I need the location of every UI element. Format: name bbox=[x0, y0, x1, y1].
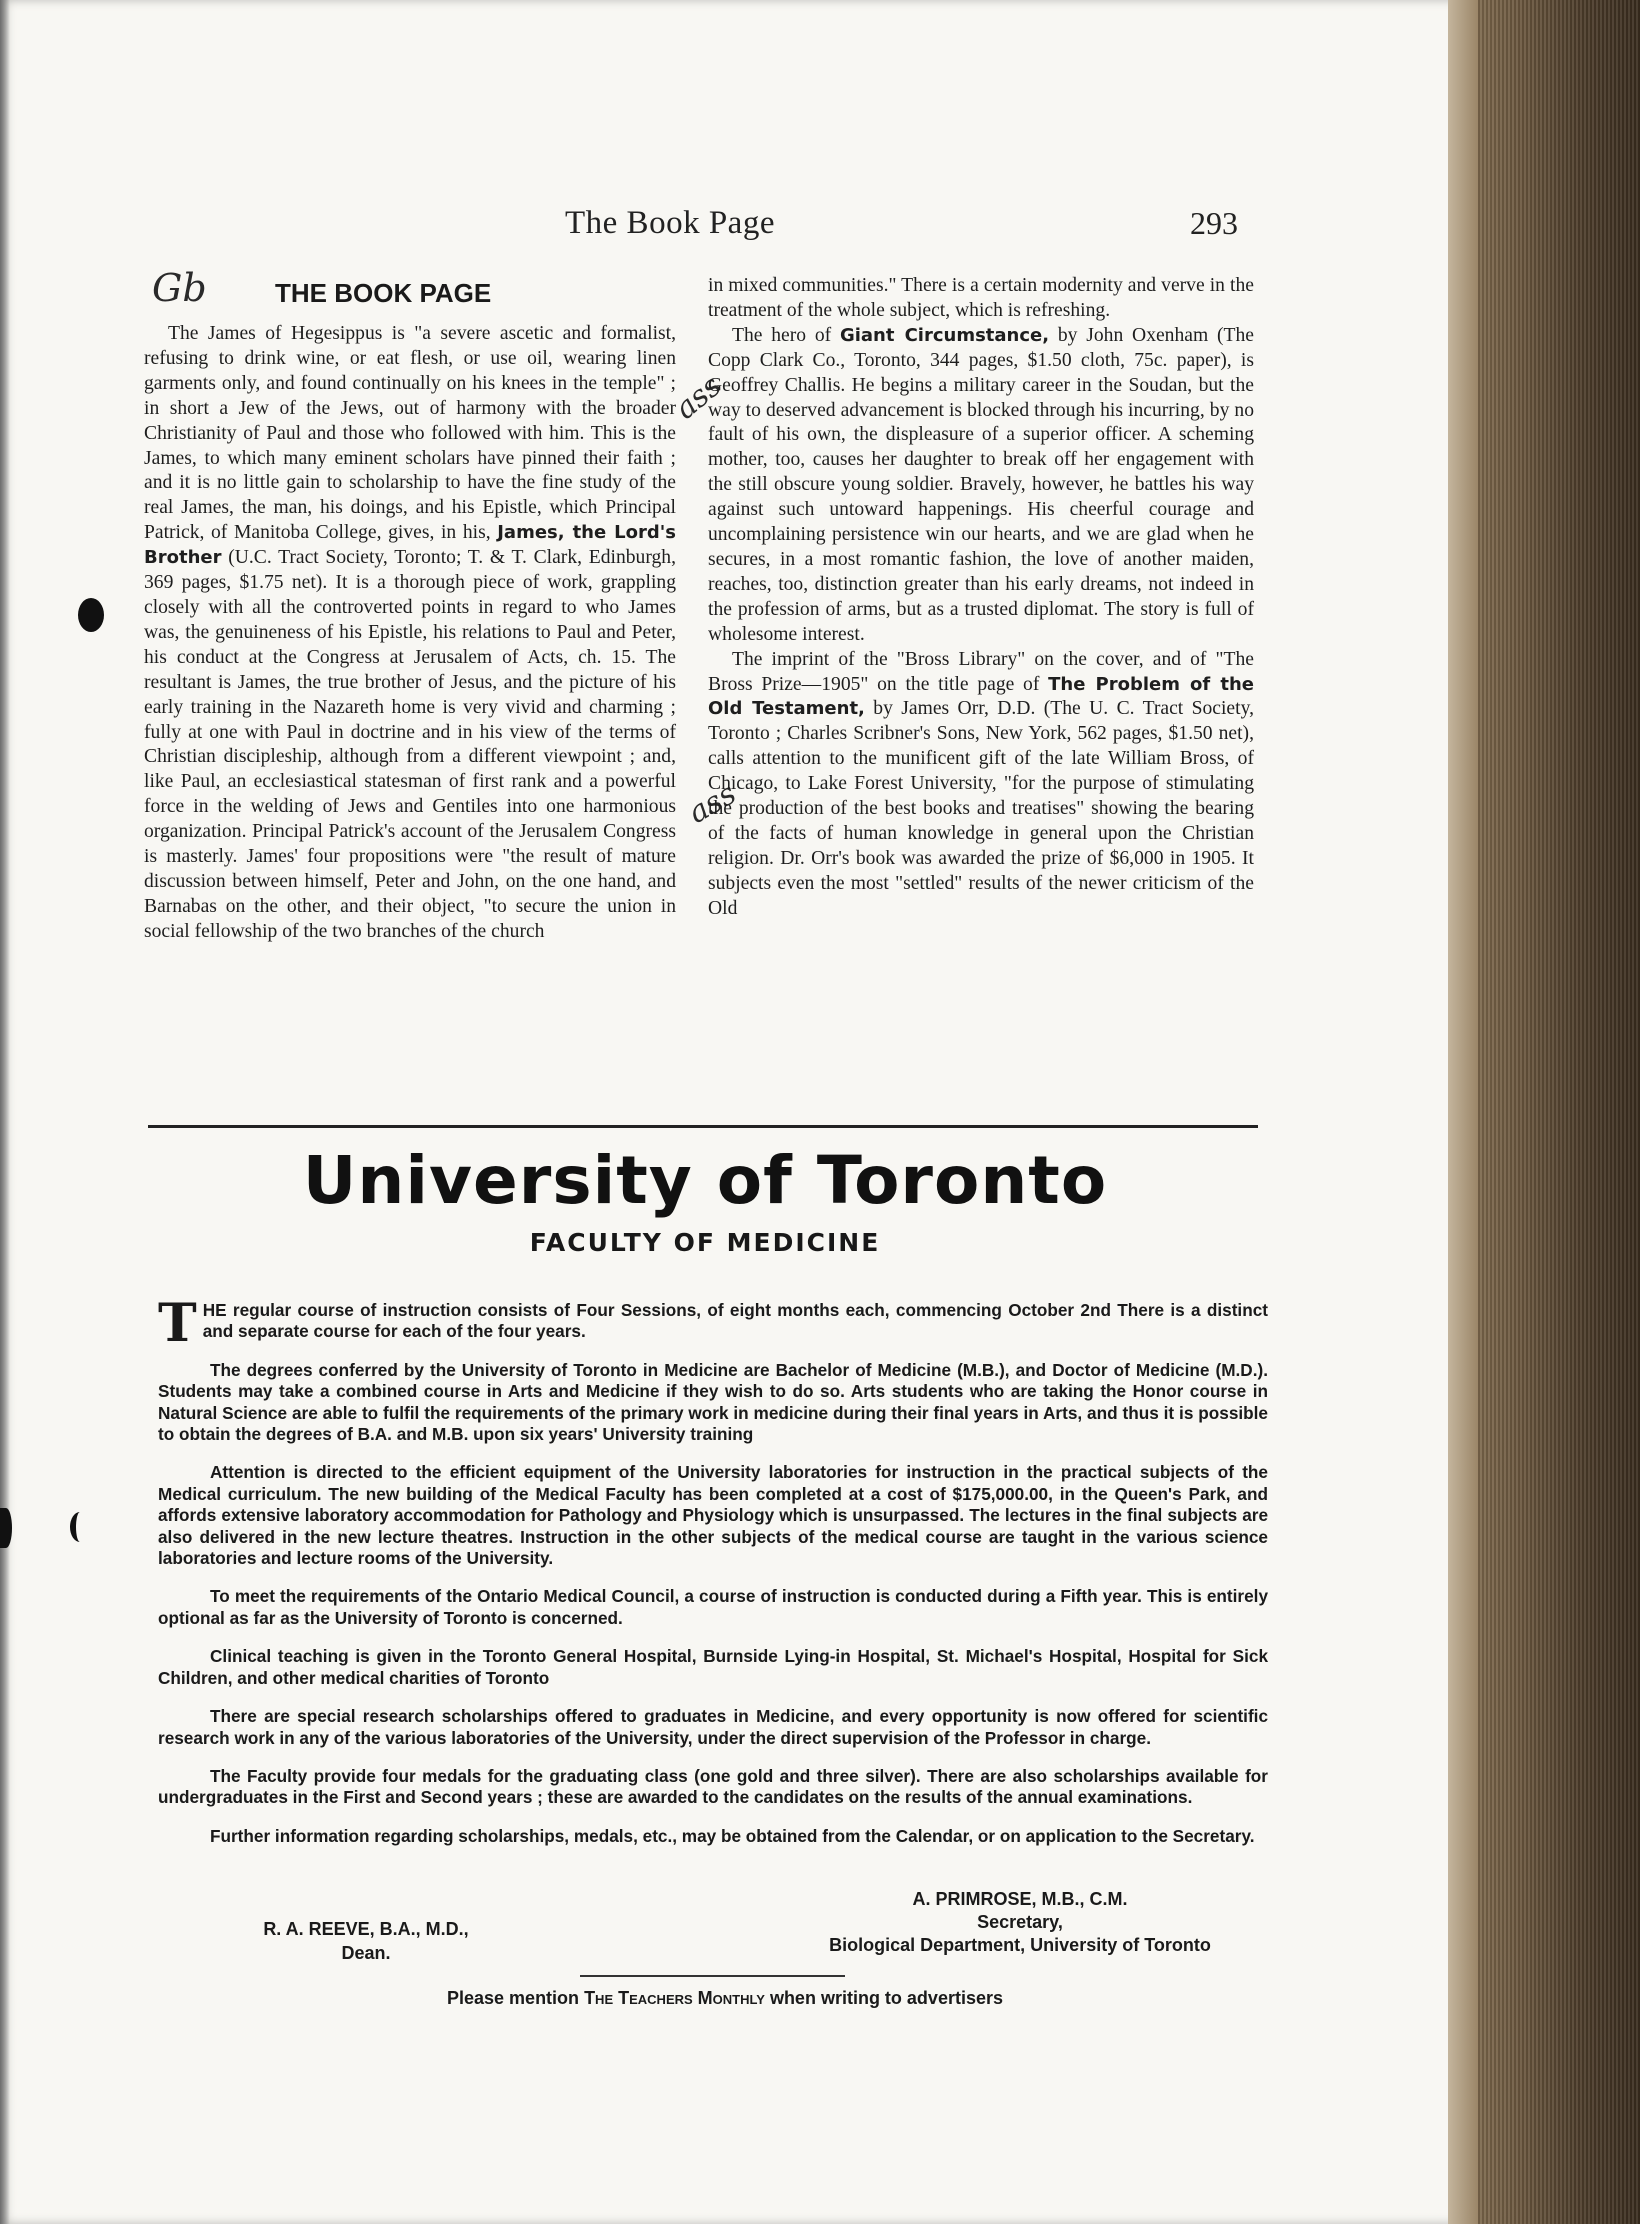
footer-text-1: Please mention bbox=[447, 1988, 580, 2008]
right-text-part-3: The imprint of the "Bross Library" on the cover, and of "The Bross Prize—1905" on the title page of bbox=[708, 648, 1254, 695]
right-paragraph-continuation: in mixed communities." There is a certain modernity and verve in the treatment of the whole subject, which is refreshing. bbox=[708, 275, 1254, 321]
footer-divider bbox=[580, 1975, 845, 1977]
left-column-paragraph bbox=[144, 322, 676, 945]
handwritten-mark-ass-2: ass bbox=[682, 776, 743, 831]
secretary-department: Biological Department, University of Toronto bbox=[829, 1935, 1211, 1955]
footer-notice bbox=[345, 1988, 1105, 2009]
book-edge-highlight bbox=[1448, 0, 1478, 2224]
right-paragraph-giant-circumstance bbox=[708, 324, 1254, 648]
ad-paragraph-1 bbox=[158, 1293, 1268, 1354]
secretary-title: Secretary, bbox=[977, 1912, 1063, 1932]
right-text-part-4: by James Orr, D.D. (The U. C. Tract Society, Toronto ; Charles Scribner's Sons, New York, 562 pages, $1.50 net), calls attention to the munificent gift of the late William Bross, of Chicago, to Lake Forest University, "for the purpose of stimulating the production of the best books and treatises" showing the bearing of the facts of human knowledge in general upon the Christian religion. Dr. Orr's book was awarded the prize of $6,000 in 1905. It subjects even the most "settled" results of the newer criticism of the Old bbox=[708, 698, 1254, 919]
section-divider bbox=[148, 1125, 1258, 1128]
handwritten-mark-gb: Gb bbox=[152, 266, 207, 310]
ad-paragraph-8: Further information regarding scholarships, medals, etc., may be obtained from the Calendar, or on application to the Secretary. bbox=[210, 1825, 1255, 1846]
ad-paragraph-3: Attention is directed to the efficient equipment of the University laboratories for instruction in the practical subjects of the Medical curriculum. The new building of the Medical Faculty has been completed at a cost of $175,000.00, in the Queen's Park, and affords extensive laboratory accommodation for Pathology and Physiology which is unsurpassed. The lectures in the final subjects are also delivered in the new lecture theatres. Instruction in the other subjects of the medical course are taught in the various science laboratories and lecture rooms of the University. bbox=[158, 1462, 1268, 1569]
drop-cap: T bbox=[158, 1293, 197, 1354]
section-heading: THE BOOK PAGE bbox=[275, 278, 492, 308]
left-column bbox=[144, 322, 676, 945]
running-header-title: The Book Page bbox=[565, 205, 775, 241]
right-column bbox=[708, 274, 1254, 922]
punch-hole-crescent bbox=[70, 1512, 90, 1542]
ad-subtitle: FACULTY OF MEDICINE bbox=[529, 1228, 881, 1257]
signature-secretary bbox=[760, 1888, 1280, 1957]
secretary-name: A. PRIMROSE, M.B., C.M. bbox=[912, 1889, 1128, 1909]
left-text-part-1: The James of Hegesippus is "a severe ascetic and formalist, refusing to drink wine, or eat flesh, or use oil, wearing linen garments only, and found continually on his knees in the temple" ; in short a Jew of the Jews, out of harmony with the broader Christianity of Paul and those who followed with him. This is the James, to which many eminent scholars have pinned their faith ; and it is no little gain to scholarship to have the fine study of the real James, the man, his doings, and his Epistle, which Principal Patrick, of Manitoba College, gives, in his, bbox=[144, 323, 676, 544]
ad-paragraph-7: The Faculty provide four medals for the graduating class (one gold and three silver). There are also scholarships available for undergraduates in the First and Second years ; these are awarded to the candidates on the results of the annual examinations. bbox=[158, 1765, 1268, 1808]
right-text-part-2: by John Oxenham (The Copp Clark Co., Toronto, 344 pages, $1.50 cloth, 75c. paper), is Geoffrey Challis. He begins a military career in the Soudan, but the way to deserved advancement is blocked through his incurring, by no fault of his own, the displeasure of a superior officer. A scheming mother, too, causes her daughter to break off her engagement with the still obscure young soldier. Bravely, however, he battles his way against such untoward happenings. His cheerful courage and uncomplaining persistence win our hearts, and we are glad when he secures, in a most romantic fashion, the love of another maiden, reaches, too, distinction greater than his early dreams, not indeed in the profession of arms, but as a trusted diplomat. The story is full of wholesome interest. bbox=[708, 324, 1254, 645]
ad-paragraph-6: There are special research scholarships offered to graduates in Medicine, and every opportunity is now offered for scientific research work in any of the various laboratories of the University, under the direct supervision of the Professor in charge. bbox=[158, 1706, 1268, 1748]
book-title-old-testament: The Problem of the Old Testament, bbox=[708, 673, 1254, 720]
ad-paragraph-5: Clinical teaching is given in the Toronto General Hospital, Burnside Lying-in Hospital, St. Michael's Hospital, Hospital for Sick Children, and other medical charities of Toronto bbox=[158, 1646, 1268, 1688]
footer-text-2: when writing to advertisers bbox=[769, 1988, 1003, 2008]
dean-name: R. A. REEVE, B.A., M.D., bbox=[263, 1919, 469, 1939]
ad-title: University of Toronto bbox=[302, 1142, 1108, 1219]
punch-hole-side bbox=[0, 1508, 12, 1548]
handwritten-mark-ass-1: ass bbox=[668, 368, 729, 427]
binding-shadow bbox=[0, 0, 10, 2224]
page-number: 293 bbox=[1190, 205, 1238, 241]
book-title-giant-circumstance: Giant Circumstance, bbox=[839, 324, 1050, 346]
ad-body bbox=[158, 1293, 1268, 1864]
right-text-part-1: The hero of bbox=[732, 324, 832, 346]
right-paragraph-old-testament bbox=[708, 648, 1254, 922]
punch-hole-top bbox=[78, 598, 104, 632]
footer-publication: The Teachers Monthly bbox=[584, 1988, 765, 2008]
book-title-james: James, the Lord's Brother bbox=[144, 522, 677, 569]
ad-paragraph-2: The degrees conferred by the University of Toronto in Medicine are Bachelor of Medicine (M.B.), and Doctor of Medicine (M.D.). Students may take a combined course in Arts and Medicine if they wish to do so. Arts students who are taking the Honor course in Natural Science are able to fulfil the requirements of the primary work in medicine during their final years in Arts, and thus it is possible to obtain the degrees of B.A. and M.B. upon six years' University training bbox=[158, 1359, 1268, 1445]
signature-dean bbox=[236, 1917, 496, 1965]
left-text-part-2: (U.C. Tract Society, Toronto; T. & T. Clark, Edinburgh, 369 pages, $1.75 net). It is a thorough piece of work, grappling closely with all the controverted points in regard to who James was, the genuineness of his Epistle, his relations to Paul and Peter, his conduct at the Congress at Jerusalem of Acts, ch. 15. The resultant is James, the true brother of Jesus, and the picture of his early training in the Nazareth home is very vivid and charming ; fully at one with Paul in doctrine and in his view of the terms of Christian discipleship, although from a different viewpoint ; and, like Paul, an ecclesiastical statesman of first rank and a powerful force in the welding of Jews and Gentiles into one harmonious organization. Principal Patrick's account of the Jerusalem Congress is masterly. James' four propositions were "the result of mature discussion between himself, Peter and John, on the one hand, and Barnabas on the other, and their object, "to secure the union in social fellowship of the two branches of the church bbox=[144, 547, 676, 942]
dean-title: Dean. bbox=[341, 1943, 391, 1963]
ad-paragraph-1-text: HE regular course of instruction consists of Four Sessions, of eight months each, commencing October 2nd There is a distinct and separate course for each of the four years. bbox=[202, 1300, 1268, 1342]
ad-paragraph-4: To meet the requirements of the Ontario Medical Council, a course of instruction is conducted during a Fifth year. This is entirely optional as far as the University of Toronto is concerned. bbox=[158, 1586, 1268, 1628]
